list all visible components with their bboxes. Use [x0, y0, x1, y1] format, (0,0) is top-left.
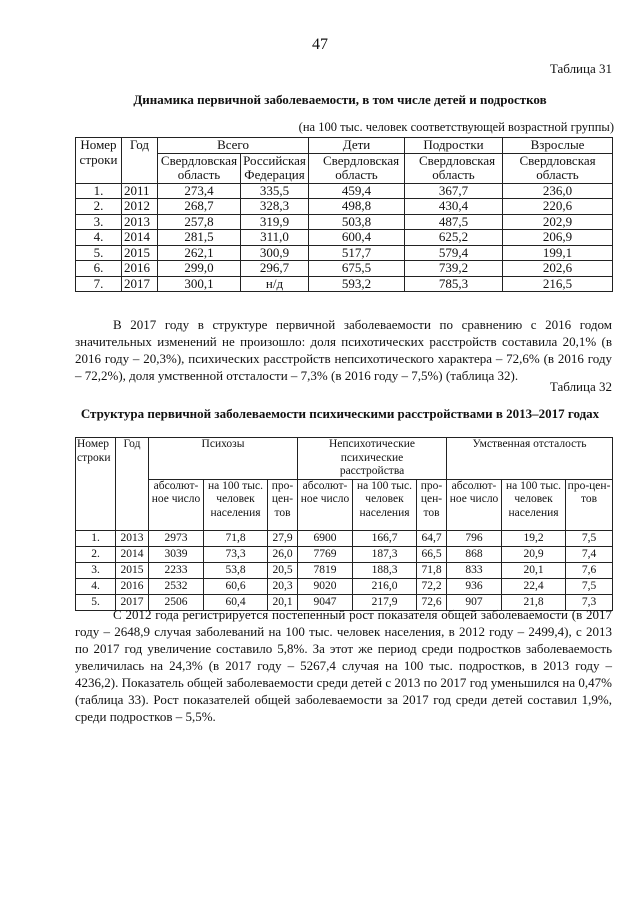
table-cell: 593,2 — [309, 276, 405, 292]
table-cell: 7,5 — [566, 578, 613, 594]
table-row — [76, 199, 613, 215]
table-cell: 2013 — [116, 530, 149, 546]
header-per-100k: на 100 тыс. человек населения — [353, 479, 417, 530]
header-teens: Подростки — [405, 138, 503, 154]
table-cell: 216,0 — [353, 578, 417, 594]
table-cell: 2014 — [116, 546, 149, 562]
table-cell: 20,9 — [502, 546, 566, 562]
table-row — [76, 578, 613, 594]
table-cell: 868 — [447, 546, 502, 562]
table-cell: 2015 — [116, 562, 149, 578]
table-cell: 5. — [76, 245, 122, 261]
table-cell: 187,3 — [353, 546, 417, 562]
table-cell: 367,7 — [405, 183, 503, 199]
table-cell: 60,6 — [204, 578, 268, 594]
table-cell: 73,3 — [204, 546, 268, 562]
table-cell: 188,3 — [353, 562, 417, 578]
header-children: Дети — [309, 138, 405, 154]
header-total: Всего — [158, 138, 309, 154]
table-cell: 1. — [76, 530, 116, 546]
table-cell: 21,8 — [502, 594, 566, 610]
table-row — [76, 276, 613, 292]
table-cell: 833 — [447, 562, 502, 578]
table-cell: 2016 — [122, 261, 158, 277]
table-cell: 2973 — [149, 530, 204, 546]
table-cell: 3. — [76, 562, 116, 578]
table-cell: 625,2 — [405, 230, 503, 246]
header-nonpsychotic: Непсихотические психические расстройства — [298, 438, 447, 480]
table-cell: 281,5 — [158, 230, 241, 246]
table-cell: 2017 — [116, 594, 149, 610]
header-absolute: абсолют-ное число — [149, 479, 204, 530]
table-cell: 216,5 — [503, 276, 613, 292]
table-cell: 2233 — [149, 562, 204, 578]
table-cell: 739,2 — [405, 261, 503, 277]
paragraph-1: В 2017 году в структуре первичной заболеваемости по сравнению с 2016 годом значительных изменений не произошло: доля психотических расстройств составила 20,1% (в 2016 году – 20,3%), психических расстройств непсихотического характера – 72,6% (в 2016 году – 72,2%), доля умственной отсталости – 7,3% (в 2016 году – 7,5%) (таблица 32). — [75, 317, 612, 383]
table-cell: 72,6 — [417, 594, 447, 610]
table-cell: 2011 — [122, 183, 158, 199]
table-cell: 7,4 — [566, 546, 613, 562]
header-year: Год — [122, 138, 158, 184]
table-cell: 430,4 — [405, 199, 503, 215]
header-retardation: Умственная отсталость — [447, 438, 613, 480]
table-cell: 26,0 — [268, 546, 298, 562]
table-cell: 487,5 — [405, 214, 503, 230]
table-cell: 300,9 — [241, 245, 309, 261]
table-32 — [75, 437, 613, 611]
table-cell: 166,7 — [353, 530, 417, 546]
table-cell: 2532 — [149, 578, 204, 594]
table-cell: 579,4 — [405, 245, 503, 261]
page-number: 47 — [312, 36, 328, 53]
table-cell: 7,5 — [566, 530, 613, 546]
table-cell: 796 — [447, 530, 502, 546]
header-sverd: Свердловская область — [309, 153, 405, 183]
table-cell: 319,9 — [241, 214, 309, 230]
paragraph-2: С 2012 года регистрируется постепенный рост показателя общей заболеваемости (в 2017 году – 2648,9 случая заболеваний на 100 тыс. человек населения, в 2012 году – 2499,4), с 2013 по 2017 год увеличение составило 5,8%. За этот же период среди подростков заболеваемость увеличилась на 24,3% (в 2017 году – 5267,4 случая на 100 тыс. подростков, в 2013 году – 4236,2). Показатель общей заболеваемости среди детей с 2013 по 2017 год уменьшился на 0,47% (таблица 33). Рост показателей общей заболеваемости за 2017 год среди детей составил 1,9%, среди подростков – 5,5%. — [75, 607, 612, 724]
table-cell: 9020 — [298, 578, 353, 594]
header-sverd: Свердловская область — [158, 153, 241, 183]
table-cell: 296,7 — [241, 261, 309, 277]
table-cell: 20,5 — [268, 562, 298, 578]
table-cell: 2506 — [149, 594, 204, 610]
table-row — [76, 214, 613, 230]
table-cell: 217,9 — [353, 594, 417, 610]
table-cell: 2015 — [122, 245, 158, 261]
table-cell: 7,6 — [566, 562, 613, 578]
header-percent: про-цен-тов — [417, 479, 447, 530]
table-cell: 4. — [76, 578, 116, 594]
table-cell: 517,7 — [309, 245, 405, 261]
table-cell: 19,2 — [502, 530, 566, 546]
table-cell: 1. — [76, 183, 122, 199]
header-sverd: Свердловская область — [405, 153, 503, 183]
header-per-100k: на 100 тыс. человек населения — [502, 479, 566, 530]
table-cell: 20,1 — [268, 594, 298, 610]
table-row — [76, 245, 613, 261]
table-row — [76, 562, 613, 578]
table-cell: 2017 — [122, 276, 158, 292]
table-cell: 785,3 — [405, 276, 503, 292]
table-row — [76, 230, 613, 246]
table-cell: 220,6 — [503, 199, 613, 215]
header-sverd: Свердловская область — [503, 153, 613, 183]
table-cell: 257,8 — [158, 214, 241, 230]
table-cell: 2013 — [122, 214, 158, 230]
table-cell: 6900 — [298, 530, 353, 546]
header-per-100k: на 100 тыс. человек населения — [204, 479, 268, 530]
table-31-label: Таблица 31 — [549, 61, 612, 76]
table-cell: 64,7 — [417, 530, 447, 546]
table-cell: 335,5 — [241, 183, 309, 199]
table-cell: 2016 — [116, 578, 149, 594]
table-cell: 7769 — [298, 546, 353, 562]
table-cell: 503,8 — [309, 214, 405, 230]
table-31 — [75, 137, 613, 292]
header-year: Год — [116, 438, 149, 531]
table-cell: 299,0 — [158, 261, 241, 277]
table-cell: 600,4 — [309, 230, 405, 246]
table-cell: 7,3 — [566, 594, 613, 610]
header-absolute: абсолют-ное число — [298, 479, 353, 530]
table-cell: 262,1 — [158, 245, 241, 261]
header-row-number: Номер строки — [76, 438, 116, 531]
table-cell: 236,0 — [503, 183, 613, 199]
table-cell: 71,8 — [204, 530, 268, 546]
table-cell: 60,4 — [204, 594, 268, 610]
table-row — [76, 183, 613, 199]
header-adults: Взрослые — [503, 138, 613, 154]
table-cell: 2014 — [122, 230, 158, 246]
table-cell: 907 — [447, 594, 502, 610]
header-percent: про-цен-тов — [268, 479, 298, 530]
header-rf: Российская Федерация — [241, 153, 309, 183]
header-psychoses: Психозы — [149, 438, 298, 480]
table-row — [76, 530, 613, 546]
table-cell: 2. — [76, 199, 122, 215]
table-cell: 9047 — [298, 594, 353, 610]
table-cell: 66,5 — [417, 546, 447, 562]
table-cell: н/д — [241, 276, 309, 292]
table-cell: 936 — [447, 578, 502, 594]
table-cell: 3. — [76, 214, 122, 230]
table-cell: 2. — [76, 546, 116, 562]
table-row — [76, 546, 613, 562]
table-cell: 20,3 — [268, 578, 298, 594]
table-cell: 273,4 — [158, 183, 241, 199]
table-cell: 199,1 — [503, 245, 613, 261]
table-cell: 498,8 — [309, 199, 405, 215]
header-percent: про-цен-тов — [566, 479, 613, 530]
table-cell: 7. — [76, 276, 122, 292]
table-31-title: Динамика первичной заболеваемости, в том числе детей и подростков — [133, 92, 547, 107]
table-cell: 459,4 — [309, 183, 405, 199]
table-cell: 328,3 — [241, 199, 309, 215]
table-cell: 3039 — [149, 546, 204, 562]
table-cell: 7819 — [298, 562, 353, 578]
table-cell: 71,8 — [417, 562, 447, 578]
table-cell: 72,2 — [417, 578, 447, 594]
table-cell: 2012 — [122, 199, 158, 215]
table-row — [76, 261, 613, 277]
table-cell: 202,6 — [503, 261, 613, 277]
table-cell: 311,0 — [241, 230, 309, 246]
table-cell: 53,8 — [204, 562, 268, 578]
table-cell: 6. — [76, 261, 122, 277]
table-32-label: Таблица 32 — [549, 379, 612, 394]
header-absolute: абсолют-ное число — [447, 479, 502, 530]
table-cell: 4. — [76, 230, 122, 246]
table-cell: 268,7 — [158, 199, 241, 215]
table-cell: 206,9 — [503, 230, 613, 246]
table-32-title: Структура первичной заболеваемости психическими расстройствами в 2013–2017 годах — [80, 406, 600, 421]
table-cell: 202,9 — [503, 214, 613, 230]
header-row-number: Номер строки — [76, 138, 122, 184]
table-cell: 20,1 — [502, 562, 566, 578]
table-cell: 22,4 — [502, 578, 566, 594]
table-cell: 5. — [76, 594, 116, 610]
table-31-note: (на 100 тыс. человек соответствующей возрастной группы) — [298, 120, 614, 134]
table-cell: 27,9 — [268, 530, 298, 546]
table-cell: 300,1 — [158, 276, 241, 292]
table-cell: 675,5 — [309, 261, 405, 277]
